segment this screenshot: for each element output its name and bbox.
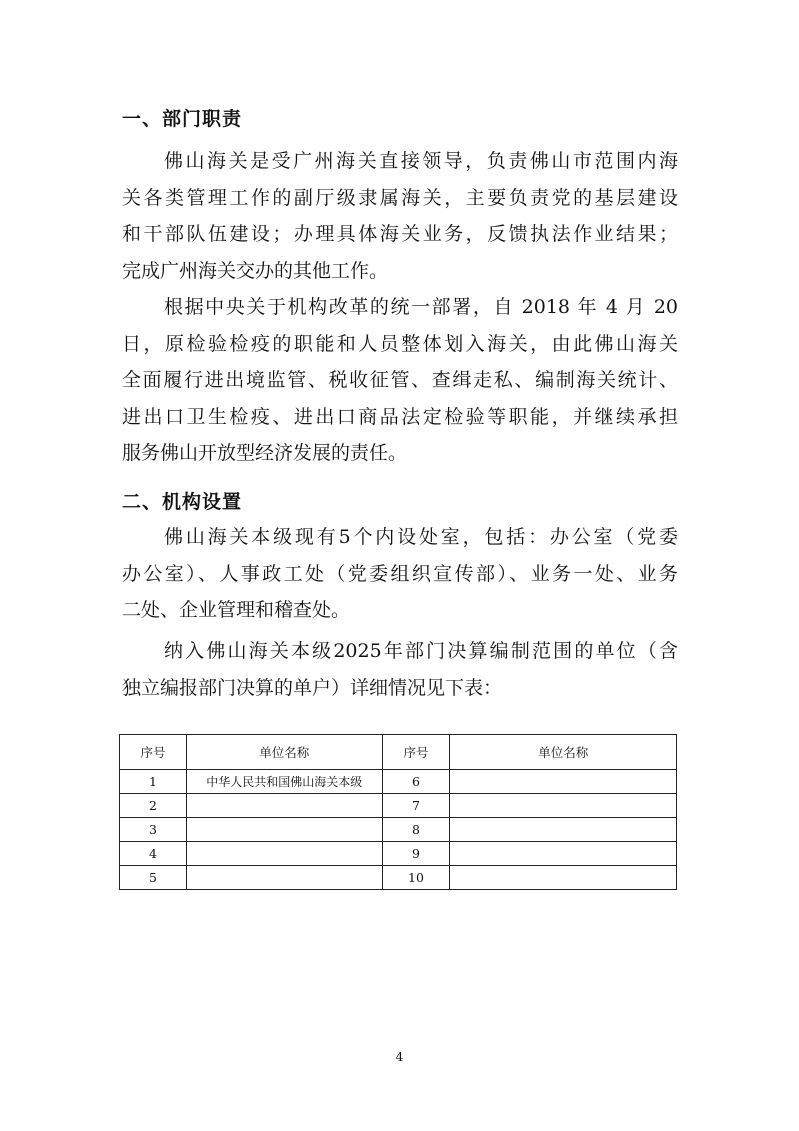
seq-cell: 5	[120, 866, 187, 890]
table-row	[120, 842, 677, 866]
paragraph-duties-2	[122, 289, 678, 472]
seq-cell: 3	[120, 818, 187, 842]
table-row	[120, 794, 677, 818]
table-row	[120, 818, 677, 842]
paragraph-organization-2	[122, 633, 678, 706]
text-line: 办公室）、人事政工处（党委组织宣传部）、业务一处、业务	[122, 562, 678, 585]
unit-name-cell	[450, 770, 677, 794]
text-line: 纳入佛山海关本级2025年部门决算编制范围的单位（含	[164, 640, 678, 662]
paragraph-organization-1	[122, 519, 678, 629]
section-heading-duties: 一、部门职责	[122, 108, 243, 130]
table-row	[120, 770, 677, 794]
header-cell-seq: 序号	[382, 735, 450, 770]
header-cell-unit-name: 单位名称	[186, 735, 382, 770]
text-line: 服务佛山开放型经济发展的责任。	[122, 442, 408, 464]
text-line: 独立编报部门决算的单户）详细情况见下表：	[122, 676, 503, 699]
text-line: 完成广州海关交办的其他工作。	[122, 259, 389, 282]
seq-cell: 10	[382, 866, 450, 890]
text-line: 佛山海关本级现有5个内设处室，包括：办公室（党委	[164, 526, 678, 548]
section-heading-organization: 二、机构设置	[122, 491, 243, 513]
seq-cell: 8	[382, 818, 450, 842]
unit-name-cell	[186, 866, 382, 890]
text-line: 日，原检验检疫的职能和人员整体划入海关，由此佛山海关	[122, 332, 678, 355]
unit-name-cell	[186, 794, 382, 818]
text-line: 全面履行进出境监管、税收征管、查缉走私、编制海关统计、	[122, 369, 678, 391]
unit-name-cell: 中华人民共和国佛山海关本级	[186, 770, 382, 794]
seq-cell: 7	[382, 794, 450, 818]
header-cell-unit-name: 单位名称	[450, 735, 677, 770]
header-cell-seq: 序号	[120, 735, 187, 770]
seq-cell: 6	[382, 770, 450, 794]
table-row	[120, 866, 677, 890]
unit-name-cell	[450, 842, 677, 866]
text-line: 进出口卫生检疫、进出口商品法定检验等职能，并继续承担	[122, 405, 678, 428]
table-header-row	[120, 735, 677, 770]
seq-cell: 1	[120, 770, 187, 794]
seq-cell: 4	[120, 842, 187, 866]
unit-name-cell	[186, 818, 382, 842]
unit-name-cell	[186, 842, 382, 866]
seq-cell: 9	[382, 842, 450, 866]
page-number: 4	[395, 1050, 404, 1064]
text-line: 佛山海关是受广州海关直接领导，负责佛山市范围内海	[164, 150, 678, 172]
unit-name-cell	[450, 866, 677, 890]
text-line: 根据中央关于机构改革的统一部署，自 2018 年 4 月 20	[164, 296, 678, 318]
unit-name-cell	[450, 794, 677, 818]
text-line: 和干部队伍建设；办理具体海关业务，反馈执法作业结果；	[122, 223, 678, 245]
text-line: 二处、企业管理和稽查处。	[122, 599, 351, 621]
paragraph-duties-1	[122, 143, 678, 289]
text-line: 关各类管理工作的副厅级隶属海关，主要负责党的基层建设	[122, 186, 678, 209]
seq-cell: 2	[120, 794, 187, 818]
unit-name-cell	[450, 818, 677, 842]
units-table	[119, 734, 677, 890]
